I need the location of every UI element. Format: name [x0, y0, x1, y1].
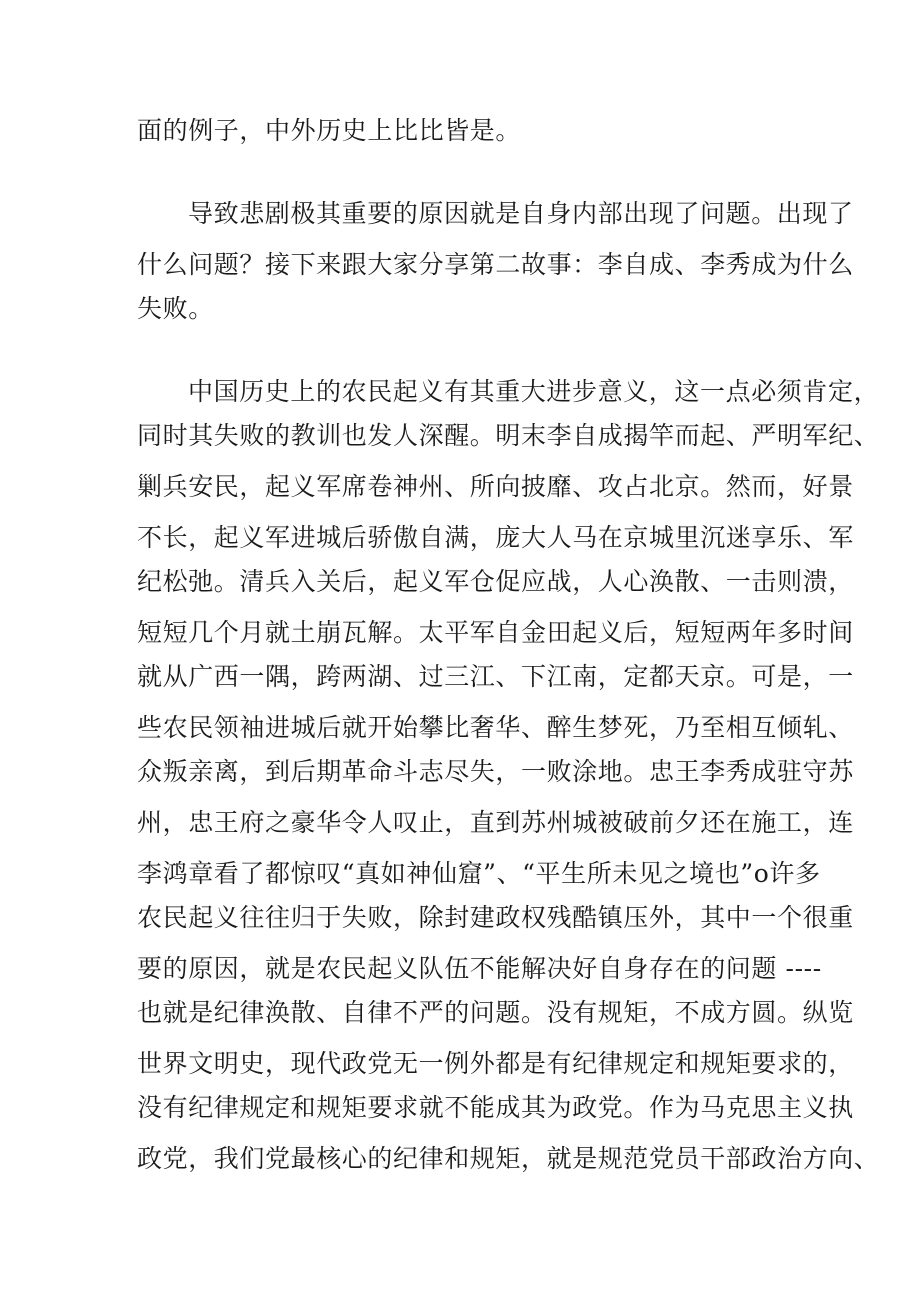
paragraph-2-line-1: 导致悲剧极其重要的原因就是自身内部出现了问题。出现了	[188, 199, 854, 228]
paragraph-3-line-5: 纪松弛。清兵入关后，起义军仓促应战，人心涣散、一击则溃，	[137, 567, 854, 596]
paragraph-3-line-9: 众叛亲离，到后期革命斗志尽失，一败涂地。忠王李秀成驻守苏	[137, 757, 854, 786]
paragraph-3-line-11: 李鸿章看了都惊叹“真如神仙窟”、“平生所未见之境也”o许多	[137, 859, 821, 888]
paragraph-3-line-13: 要的原因，就是农民起义队伍不能解决好自身存在的问题 ----	[137, 954, 822, 983]
paragraph-1-line-1: 面的例子，中外历史上比比皆是。	[137, 116, 522, 145]
paragraph-3-line-12: 农民起义往往归于失败，除封建政权残酷镇压外，其中一个很重	[137, 903, 854, 932]
paragraph-3-line-10: 州，忠王府之豪华令人叹止，直到苏州城被破前夕还在施工，连	[137, 808, 854, 837]
paragraph-3-line-4: 不长，起义军进城后骄傲自满，庞大人马在京城里沉迷享乐、军	[137, 523, 854, 552]
paragraph-3-line-6: 短短几个月就土崩瓦解。太平军自金田起义后，短短两年多时间	[137, 618, 854, 647]
paragraph-3-line-3: 剿兵安民，起义军席卷神州、所向披靡、攻占北京。然而，好景	[137, 472, 854, 501]
paragraph-3-line-8: 些农民领袖进城后就开始攀比奢华、醉生梦死，乃至相互倾轧、	[137, 713, 854, 742]
paragraph-3-line-7: 就从广西一隅，跨两湖、过三江、下江南，定都天京。可是，一	[137, 662, 854, 691]
paragraph-2-line-2: 什么问题？接下来跟大家分享第二故事：李自成、李秀成为什么	[137, 250, 854, 279]
paragraph-3-line-16: 没有纪律规定和规矩要求就不能成其为政党。作为马克思主义执	[137, 1093, 854, 1122]
paragraph-2-line-3: 失败。	[137, 294, 214, 323]
paragraph-3-line-14: 也就是纪律涣散、自律不严的问题。没有规矩，不成方圆。纵览	[137, 998, 854, 1027]
paragraph-3-line-17: 政党，我们党最核心的纪律和规矩，就是规范党员干部政治方向、	[137, 1144, 880, 1173]
paragraph-3-line-1: 中国历史上的农民起义有其重大进步意义，这一点必须肯定，	[188, 377, 880, 406]
paragraph-3-line-15: 世界文明史，现代政党无一例外都是有纪律规定和规矩要求的，	[137, 1049, 854, 1078]
paragraph-3-line-2: 同时其失败的教训也发人深醒。明末李自成揭竿而起、严明军纪、	[137, 421, 880, 450]
